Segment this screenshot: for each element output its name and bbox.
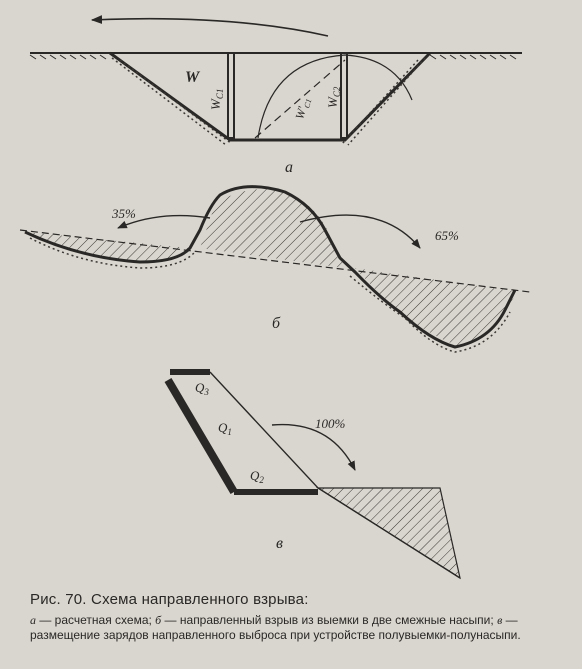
caption-title: Рис. 70. Схема направленного взрыва: xyxy=(30,591,309,608)
caption-body xyxy=(30,613,555,643)
caption-letter-a: а xyxy=(30,613,36,627)
caption-letter-b: б xyxy=(155,613,162,627)
charge-line-q1 xyxy=(168,380,234,492)
q3-label: $Q_3$ xyxy=(195,380,209,397)
charge-column-left xyxy=(228,53,234,138)
figure-caption xyxy=(30,590,555,643)
wc2-label: $W_{C2}$ xyxy=(325,86,342,108)
caption-text-v: — размещение зарядов направленного выброса при устройстве полувыемки-полунасыпи. xyxy=(30,613,521,642)
percent-right-b: 65% xyxy=(435,228,459,243)
w-symbol-a: W xyxy=(185,69,200,86)
wc1-prime-label: $W'_{C1}$ xyxy=(292,97,314,121)
label-a: а xyxy=(285,159,293,176)
direction-arrow-a xyxy=(92,19,328,36)
percent-left-b: 35% xyxy=(112,206,136,221)
percent-v: 100% xyxy=(315,416,346,431)
ground-texture-a xyxy=(30,55,516,59)
label-b: б xyxy=(272,315,281,332)
q1-label: $Q_1$ xyxy=(218,420,232,437)
diagram-a xyxy=(30,19,522,176)
diagram-v xyxy=(168,372,460,578)
wc1-label: $W_{C1}$ xyxy=(208,88,225,110)
caption-letter-v: в xyxy=(497,613,503,627)
q2-label: $Q_2$ xyxy=(250,468,264,485)
trench-profile-a xyxy=(110,53,430,140)
caption-text-a: — расчетная схема; xyxy=(36,613,156,627)
hatched-right-fill xyxy=(355,268,518,345)
diagram-b xyxy=(20,187,530,352)
label-v: в xyxy=(276,535,283,552)
caption-text-b: — направленный взрыв из выемки в две смежные насыпи; xyxy=(161,613,498,627)
arrow-v xyxy=(272,425,355,470)
